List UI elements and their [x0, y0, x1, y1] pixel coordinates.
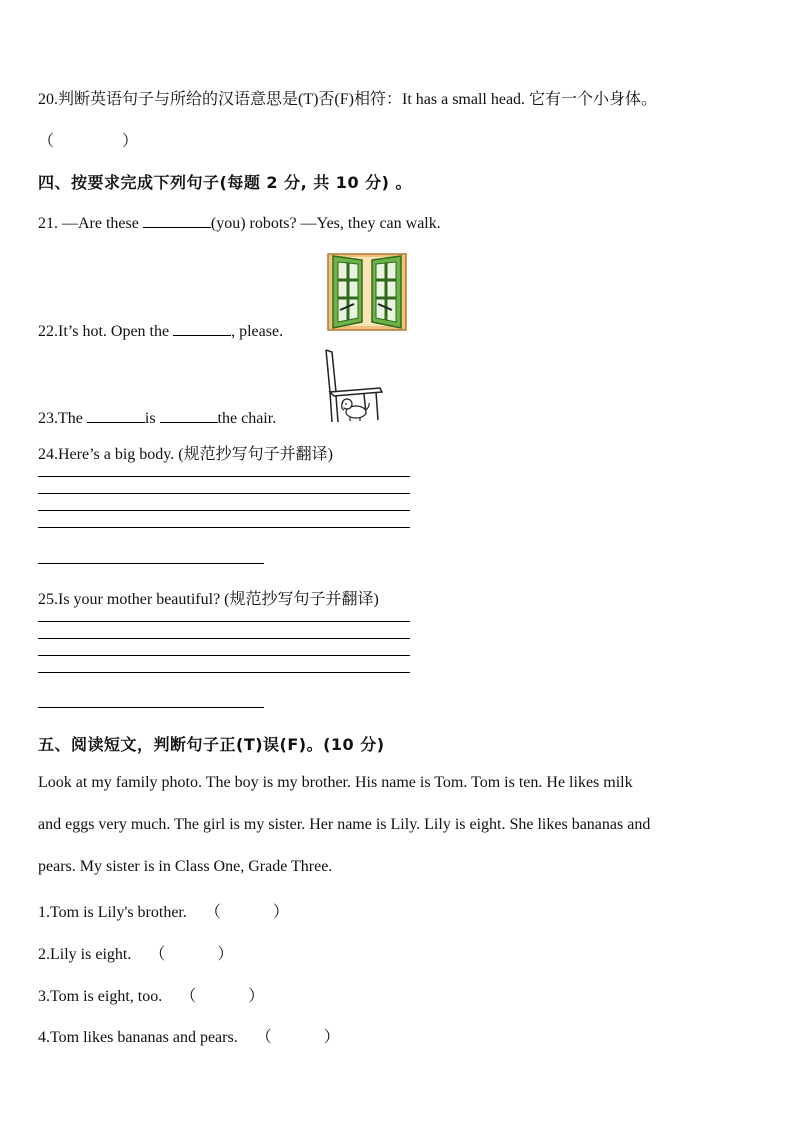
passage-line-1: Look at my family photo. The boy is my brother. His name is Tom. Tom is ten. He likes milk — [38, 774, 633, 791]
question-21: 21. —Are these (you) robots? —Yes, they can walk. — [38, 215, 441, 232]
answer-paren[interactable]: （ ） — [180, 988, 265, 1005]
question-20 — [38, 86, 657, 109]
writing-line[interactable] — [38, 672, 410, 673]
section-4-title: 四、按要求完成下列句子(每题 2 分, 共 10 分) 。 — [38, 173, 413, 192]
answer-paren[interactable]: （ ） — [255, 1029, 340, 1046]
translation-line[interactable] — [38, 563, 264, 564]
answer-blank[interactable] — [87, 408, 145, 423]
passage-line-2: and eggs very much. The girl is my sister. Her name is Lily. Lily is eight. She likes bananas and — [38, 816, 651, 833]
window-image — [326, 252, 408, 332]
writing-line[interactable] — [38, 510, 410, 511]
tf-item-1: 1.Tom is Lily's brother. （ ） — [38, 899, 289, 922]
writing-line[interactable] — [38, 655, 410, 656]
answer-blank[interactable] — [173, 321, 231, 336]
writing-line[interactable] — [38, 638, 410, 639]
question-22: 22.It’s hot. Open the , please. — [38, 323, 284, 340]
writing-line[interactable] — [38, 476, 410, 477]
answer-paren[interactable]: （ ） — [204, 904, 289, 921]
chair-dog-image — [320, 348, 386, 424]
section-5-title: 五、阅读短文，判断句子正(T)误(F)。(10 分) — [38, 735, 385, 754]
tf-item-2: 2.Lily is eight. （ ） — [38, 941, 233, 964]
question-20-answer[interactable]: （ ） — [38, 133, 139, 150]
question-20-text: 20.判断英语句子与所给的汉语意思是(T)否(F)相符：It has a small head. 它有一个小身体。 — [38, 91, 658, 108]
answer-blank[interactable] — [143, 213, 211, 228]
question-23: 23.The is the chair. — [38, 410, 277, 427]
question-24: 24.Here’s a big body. (规范抄写句子并翻译) — [38, 446, 333, 463]
question-25: 25.Is your mother beautiful? (规范抄写句子并翻译) — [38, 591, 379, 608]
writing-line[interactable] — [38, 493, 410, 494]
passage-line-3: pears. My sister is in Class One, Grade Three. — [38, 858, 333, 875]
writing-line[interactable] — [38, 527, 410, 528]
tf-item-3: 3.Tom is eight, too. （ ） — [38, 983, 264, 1006]
answer-paren[interactable]: （ ） — [149, 946, 234, 963]
answer-blank[interactable] — [160, 408, 218, 423]
writing-line[interactable] — [38, 621, 410, 622]
translation-line[interactable] — [38, 707, 264, 708]
tf-item-4: 4.Tom likes bananas and pears. （ ） — [38, 1024, 340, 1047]
